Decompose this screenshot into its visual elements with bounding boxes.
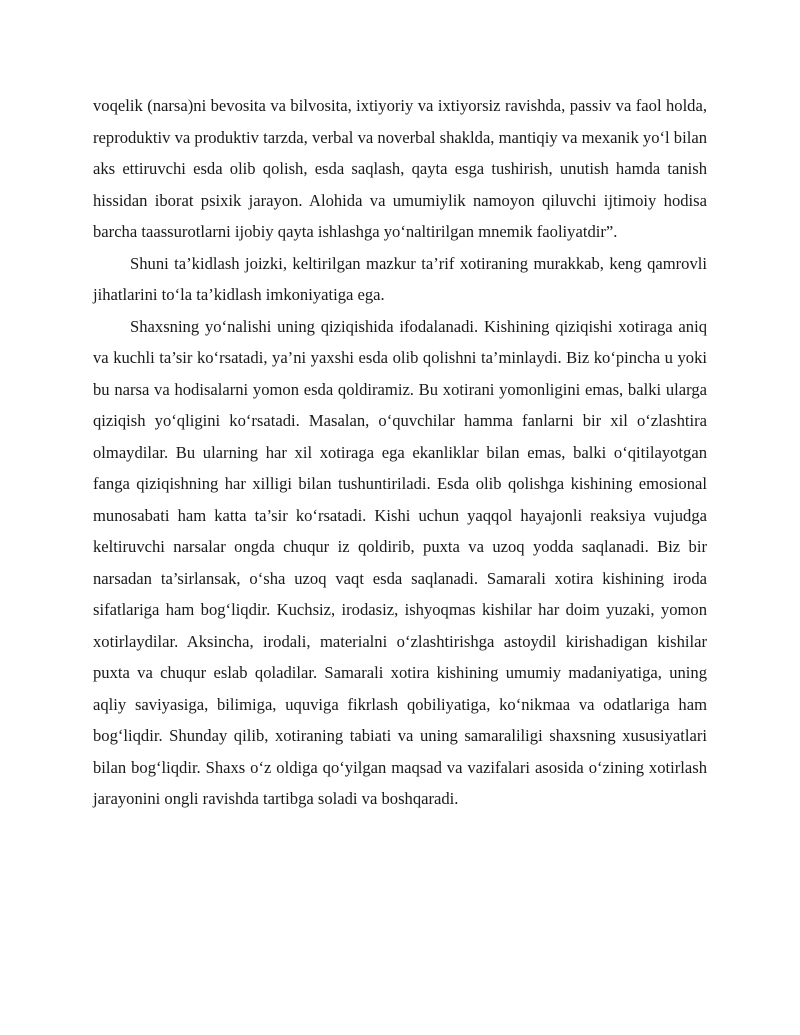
paragraph-continuation: voqelik (narsa)ni bevosita va bilvosita, ixtiyoriy va ixtiyorsiz ravishda, passiv va faol holda, reproduktiv va produktiv tarzda, verbal va noverbal shaklda, mantiqiy va mexanik yo‘l bilan aks ettiruvchi esda olib qolish, esda saqlash, qayta esga tushirish, unutish hamda tanish hissidan iborat psixik jarayon. Alohida va umumiylik namoyon qiluvchi ijtimoiy hodisa barcha taassurotlarni ijobiy qayta ishlashga yo‘naltirilgan mnemik faoliyatdir”. (93, 96, 707, 241)
paragraph-definition-note: Shuni ta’kidlash joizki, keltirilgan mazkur ta’rif xotiraning murakkab, keng qamrovli jihatlarini to‘la ta’kidlash imkoniyatiga ega. (93, 253, 707, 304)
paragraph-memory-personality: Shaxsning yo‘nalishi uning qiziqishida ifodalanadi. Kishining qiziqishi xotiraga aniq va kuchli ta’sir ko‘rsatadi, ya’ni yaxshi esda olib qolishni ta’minlaydi. Biz ko‘pincha u yoki bu narsa va hodisalarni yomon esda qoldiramiz. Bu xotirani yomonligini emas, balki ularga qiziqish yo‘qligini ko‘rsatadi. Masalan, o‘quvchilar hamma fanlarni bir xil o‘zlashtira olmaydilar. Bu ularning har xil xotiraga ega ekanliklar bilan emas, balki o‘qitilayotgan fanga qiziqishning har xilligi bilan tushuntiriladi. Esda olib qolishga kishining emosional munosabati ham katta ta’sir ko‘rsatadi. Kishi uchun yaqqol hayajonli reaksiya vujudga keltiruvchi narsalar ongda chuqur iz qoldirib, puxta va uzoq yodda saqlanadi. Biz bir narsadan ta’sirlansak, o‘sha uzoq vaqt esda saqlanadi. Samarali xotira kishining iroda sifatlariga ham bog‘liqdir. Kuchsiz, irodasiz, ishyoqmas kishilar har doim yuzaki, yomon xotirlaydilar. Aksincha, irodali, materialni o‘zlashtirishga astoydil kirishadigan kishilar puxta va chuqur eslab qoladilar. Samarali xotira kishining umumiy madaniyatiga, uning aqliy saviyasiga, bilimiga, uquviga fikrlash qobiliyatiga, ko‘nikmaa va odatlariga ham bog‘liqdir. Shunday qilib, xotiraning tabiati va uning samaraliligi shaxsning xususiyatlari bilan bog‘liqdir. Shaxs o‘z oldiga qo‘yilgan maqsad va vazifalari asosida o‘zining xotirlash jarayonini ongli ravishda tartibga soladi va boshqaradi. (93, 316, 707, 808)
document-page (93, 90, 707, 815)
